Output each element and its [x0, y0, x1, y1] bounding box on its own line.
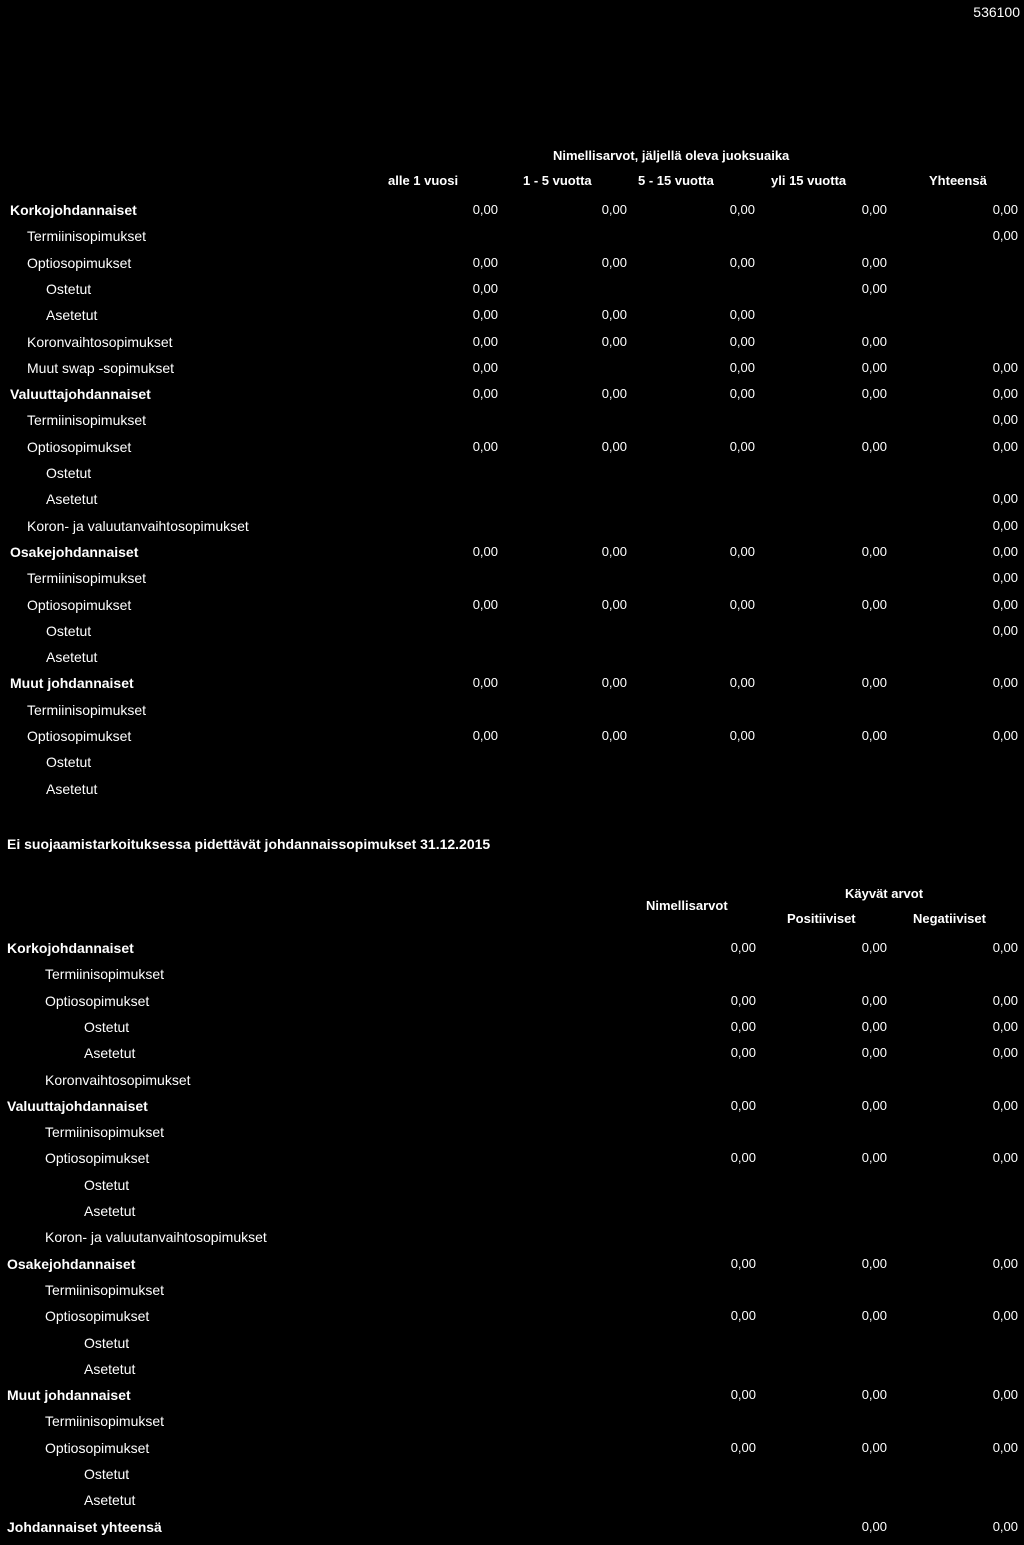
row-label: Ostetut [84, 1334, 130, 1351]
table-row [0, 228, 1024, 254]
cell-value: 0,00 [472, 280, 498, 296]
table-row [0, 1466, 1024, 1492]
cell-value: 0,00 [472, 359, 498, 375]
cell-value: 0,00 [861, 543, 887, 559]
table-row [0, 1440, 1024, 1466]
cell-value: 0,00 [472, 307, 498, 323]
cell-value: 0,00 [861, 1518, 887, 1534]
table-row [0, 993, 1024, 1019]
row-label: Korkojohdannaiset [7, 940, 134, 956]
cell-value: 0,00 [601, 254, 627, 270]
cell-value: 0,00 [601, 386, 627, 402]
table-row [0, 702, 1024, 728]
cell-value: 0,00 [730, 1308, 756, 1324]
cell-value: 0,00 [992, 1150, 1018, 1166]
row-label: Ostetut [84, 1466, 130, 1482]
cell-value: 0,00 [861, 333, 887, 349]
cell-value: 0,00 [729, 596, 755, 612]
table-row [0, 1256, 1024, 1282]
cell-value: 0,00 [472, 596, 498, 612]
table2-title: Ei suojaamistarkoituksessa pidettävät johdannaissopimukset 31.12.2015 [7, 836, 491, 852]
cell-value: 0,00 [601, 333, 627, 349]
row-label: Asetetut [84, 1492, 136, 1509]
cell-value: 0,00 [992, 438, 1018, 454]
row-label: Termiinisopimukset [45, 966, 165, 983]
cell-value: 0,00 [861, 438, 887, 454]
table-row [0, 966, 1024, 992]
table-row [0, 281, 1024, 307]
row-label: Termiinisopimukset [27, 701, 147, 718]
cell-value: 0,00 [729, 359, 755, 375]
cell-value: 0,00 [992, 1308, 1018, 1324]
table1-col-over-15y: yli 15 vuotta [771, 173, 847, 188]
row-label: Asetetut [84, 1203, 136, 1219]
cell-value: 0,00 [992, 1097, 1018, 1113]
row-label: Asetetut [46, 307, 98, 324]
cell-value: 0,00 [601, 675, 627, 691]
table-row [0, 255, 1024, 281]
row-label: Valuuttajohdannaiset [7, 1097, 148, 1114]
cell-value: 0,00 [601, 543, 627, 559]
table1-col-under-1y: alle 1 vuosi [388, 173, 459, 188]
cell-value: 0,00 [992, 675, 1018, 691]
cell-value: 0,00 [601, 307, 627, 323]
cell-value: 0,00 [861, 992, 887, 1008]
row-label: Termiinisopimukset [45, 1413, 165, 1430]
cell-value: 0,00 [730, 1097, 756, 1113]
row-label: Ostetut [46, 754, 92, 771]
cell-value: 0,00 [992, 412, 1018, 428]
row-label: Optiosopimukset [45, 992, 150, 1009]
cell-value: 0,00 [861, 1097, 887, 1113]
row-label: Muut swap -sopimukset [27, 359, 175, 376]
cell-value: 0,00 [992, 1255, 1018, 1271]
cell-value: 0,00 [992, 386, 1018, 402]
cell-value: 0,00 [730, 1387, 756, 1403]
cell-value: 0,00 [730, 1255, 756, 1271]
row-label: Optiosopimukset [27, 438, 132, 455]
cell-value: 0,00 [729, 202, 755, 217]
row-label: Asetetut [84, 1360, 136, 1377]
table-row [0, 649, 1024, 675]
cell-value: 0,00 [861, 280, 887, 296]
row-label: Asetetut [46, 780, 98, 797]
cell-value: 0,00 [992, 517, 1018, 533]
page-number: 536100 [973, 4, 1020, 20]
cell-value: 0,00 [472, 386, 498, 402]
cell-value: 0,00 [729, 675, 755, 691]
cell-value: 0,00 [730, 1018, 756, 1034]
cell-value: 0,00 [472, 728, 498, 743]
table-row [0, 1150, 1024, 1176]
table-row [0, 675, 1024, 701]
table2-col-positive: Positiiviset [787, 911, 856, 926]
cell-value: 0,00 [992, 228, 1018, 244]
cell-value: 0,00 [472, 543, 498, 559]
cell-value: 0,00 [861, 202, 887, 217]
row-label: Termiinisopimukset [27, 570, 147, 587]
table1-group-header: Nimellisarvot, jäljellä oleva juoksuaika [553, 148, 790, 163]
row-label: Optiosopimukset [45, 1439, 150, 1456]
table-row [0, 1335, 1024, 1361]
cell-value: 0,00 [992, 1045, 1018, 1061]
cell-value: 0,00 [861, 359, 887, 375]
table1-col-1-5y: 1 - 5 vuotta [523, 173, 592, 188]
cell-value: 0,00 [730, 1045, 756, 1061]
cell-value: 0,00 [992, 596, 1018, 612]
row-label: Termiinisopimukset [45, 1124, 165, 1141]
row-label: Johdannaiset yhteensä [7, 1518, 162, 1535]
cell-value: 0,00 [861, 940, 887, 955]
cell-value: 0,00 [729, 254, 755, 270]
table-row [0, 1019, 1024, 1045]
cell-value: 0,00 [992, 940, 1018, 955]
table2-fair-value-header: Käyvät arvot [845, 886, 924, 901]
cell-value: 0,00 [472, 254, 498, 270]
row-label: Muut johdannaiset [10, 675, 134, 692]
cell-value: 0,00 [861, 254, 887, 270]
table-row [0, 1072, 1024, 1098]
table-row [0, 781, 1024, 807]
table1-col-5-15y: 5 - 15 vuotta [638, 173, 714, 188]
table-row [0, 439, 1024, 465]
cell-value: 0,00 [729, 333, 755, 349]
cell-value: 0,00 [861, 386, 887, 402]
cell-value: 0,00 [992, 359, 1018, 375]
cell-value: 0,00 [601, 438, 627, 454]
cell-value: 0,00 [992, 622, 1018, 638]
table1-col-total: Yhteensä [929, 173, 987, 188]
table-row [0, 1098, 1024, 1124]
cell-value: 0,00 [992, 570, 1018, 586]
cell-value: 0,00 [601, 596, 627, 612]
table-row [0, 1361, 1024, 1387]
cell-value: 0,00 [730, 992, 756, 1008]
cell-value: 0,00 [472, 675, 498, 691]
table-row [0, 1282, 1024, 1308]
table-row [0, 334, 1024, 360]
row-label: Koronvaihtosopimukset [45, 1071, 191, 1088]
table-row [0, 1177, 1024, 1203]
cell-value: 0,00 [601, 728, 627, 743]
table-row [0, 754, 1024, 780]
row-label: Koron- ja valuutanvaihtosopimukset [45, 1229, 267, 1246]
table-row [0, 1492, 1024, 1518]
table-row [0, 1203, 1024, 1229]
cell-value: 0,00 [992, 992, 1018, 1008]
cell-value: 0,00 [472, 438, 498, 454]
row-label: Termiinisopimukset [27, 228, 147, 245]
row-label: Ostetut [84, 1176, 130, 1193]
table-row [0, 1519, 1024, 1545]
row-label: Optiosopimukset [27, 596, 132, 613]
table-row [0, 412, 1024, 438]
cell-value: 0,00 [729, 307, 755, 323]
row-label: Ostetut [46, 622, 92, 639]
table-row [0, 940, 1024, 966]
row-label: Koronvaihtosopimukset [27, 333, 173, 350]
table-row [0, 1413, 1024, 1439]
row-label: Termiinisopimukset [45, 1281, 165, 1298]
table-row [0, 360, 1024, 386]
table-row [0, 465, 1024, 491]
table-row [0, 491, 1024, 517]
table-row [0, 1308, 1024, 1334]
cell-value: 0,00 [861, 1308, 887, 1324]
cell-value: 0,00 [861, 1150, 887, 1166]
row-label: Termiinisopimukset [27, 412, 147, 429]
row-label: Osakejohdannaiset [10, 543, 139, 560]
cell-value: 0,00 [861, 728, 887, 743]
cell-value: 0,00 [992, 543, 1018, 559]
cell-value: 0,00 [992, 1018, 1018, 1034]
cell-value: 0,00 [729, 543, 755, 559]
row-label: Asetetut [84, 1045, 136, 1062]
cell-value: 0,00 [730, 1150, 756, 1166]
cell-value: 0,00 [861, 1387, 887, 1403]
cell-value: 0,00 [861, 1255, 887, 1271]
row-label: Optiosopimukset [45, 1150, 150, 1167]
row-label: Optiosopimukset [27, 254, 132, 271]
table-row [0, 623, 1024, 649]
cell-value: 0,00 [730, 1439, 756, 1455]
row-label: Ostetut [46, 465, 92, 481]
row-label: Asetetut [46, 649, 98, 666]
cell-value: 0,00 [729, 386, 755, 402]
row-label: Osakejohdannaiset [7, 1255, 136, 1272]
row-label: Korkojohdannaiset [10, 202, 137, 218]
cell-value: 0,00 [992, 202, 1018, 217]
cell-value: 0,00 [861, 596, 887, 612]
cell-value: 0,00 [601, 202, 627, 217]
cell-value: 0,00 [992, 1439, 1018, 1455]
row-label: Valuuttajohdannaiset [10, 386, 151, 403]
row-label: Ostetut [46, 280, 92, 297]
cell-value: 0,00 [861, 675, 887, 691]
cell-value: 0,00 [861, 1439, 887, 1455]
row-label: Muut johdannaiset [7, 1387, 131, 1404]
table-row [0, 518, 1024, 544]
cell-value: 0,00 [730, 940, 756, 955]
row-label: Koron- ja valuutanvaihtosopimukset [27, 517, 249, 534]
row-label: Optiosopimukset [45, 1308, 150, 1325]
table-row [0, 1229, 1024, 1255]
table2-col-negative: Negatiiviset [913, 911, 986, 926]
table-row [0, 728, 1024, 754]
table-row [0, 1387, 1024, 1413]
table-row [0, 544, 1024, 570]
row-label: Ostetut [84, 1018, 130, 1035]
table-row [0, 1045, 1024, 1071]
cell-value: 0,00 [861, 1045, 887, 1061]
cell-value: 0,00 [472, 202, 498, 217]
cell-value: 0,00 [992, 491, 1018, 507]
table-row [0, 202, 1024, 228]
table2-col-nominal: Nimellisarvot [646, 898, 728, 913]
row-label: Asetetut [46, 491, 98, 508]
table-row [0, 597, 1024, 623]
cell-value: 0,00 [992, 1387, 1018, 1403]
table-row [0, 307, 1024, 333]
cell-value: 0,00 [992, 1518, 1018, 1534]
table-row [0, 386, 1024, 412]
table-row [0, 1124, 1024, 1150]
cell-value: 0,00 [992, 728, 1018, 743]
table-row [0, 570, 1024, 596]
cell-value: 0,00 [861, 1018, 887, 1034]
cell-value: 0,00 [472, 333, 498, 349]
cell-value: 0,00 [729, 438, 755, 454]
row-label: Optiosopimukset [27, 728, 132, 744]
cell-value: 0,00 [729, 728, 755, 743]
